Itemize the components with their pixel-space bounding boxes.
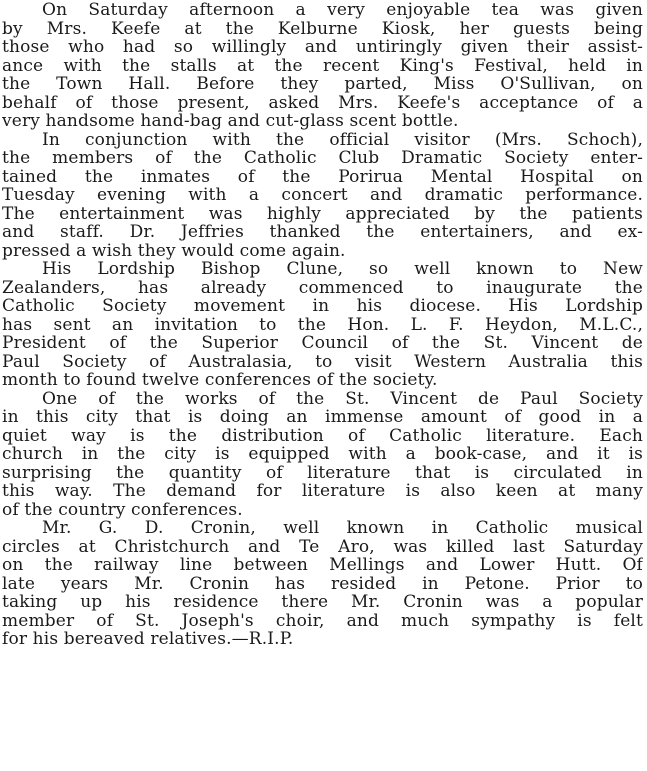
- paragraph-st-vincent-de-paul: [2, 390, 643, 520]
- text-line: the members of the Catholic Club Dramatic Society enter-: [2, 149, 643, 168]
- text-line: Tuesday evening with a concert and dramatic performance.: [2, 186, 643, 205]
- text-line: Paul Society of Australasia, to visit Western Australia this: [2, 352, 643, 371]
- text-line: President of the Superior Council of the St. Vincent de: [2, 334, 643, 353]
- text-line: late years Mr. Cronin has resided in Petone. Prior to: [2, 574, 643, 593]
- text-line: those who had so willingly and untiringly given their assist-: [2, 38, 643, 57]
- text-line: ance with the stalls at the recent King's Festival, held in: [2, 56, 643, 75]
- text-line: for his bereaved relatives.—R.I.P.: [2, 630, 294, 649]
- paragraph-tea-kelburne-kiosk: [2, 1, 643, 131]
- text-line: Mr. G. D. Cronin, well known in Catholic musical: [42, 519, 643, 538]
- text-line: has sent an invitation to the Hon. L. F. Heydon, M.L.C.,: [2, 315, 643, 334]
- text-line: on the railway line between Mellings and Lower Hutt. Of: [2, 556, 643, 575]
- text-line: taking up his residence there Mr. Cronin was a popular: [2, 593, 643, 612]
- paragraph-bishop-clune: [2, 260, 643, 390]
- text-line: this way. The demand for literature is also keen at many: [2, 482, 643, 501]
- text-line: Catholic Society movement in his diocese. His Lordship: [2, 297, 643, 316]
- text-line: tained the inmates of the Porirua Mental Hospital on: [2, 167, 643, 186]
- text-line: the Town Hall. Before they parted, Miss O'Sullivan, on: [2, 75, 643, 94]
- text-line: On Saturday afternoon a very enjoyable tea was given: [42, 1, 643, 20]
- text-line: member of St. Joseph's choir, and much sympathy is felt: [2, 611, 643, 630]
- text-line: in this city that is doing an immense amount of good in a: [2, 408, 643, 427]
- text-line: church in the city is equipped with a book-case, and it is: [2, 445, 643, 464]
- text-line: One of the works of the St. Vincent de Paul Society: [42, 389, 643, 408]
- text-line: behalf of those present, asked Mrs. Keefe's acceptance of a: [2, 93, 643, 112]
- text-line: by Mrs. Keefe at the Kelburne Kiosk, her guests being: [2, 19, 643, 38]
- text-line: quiet way is the distribution of Catholic literature. Each: [2, 426, 643, 445]
- paragraph-porirua-hospital: [2, 131, 643, 261]
- paragraph-cronin-obituary: [2, 519, 643, 649]
- text-line: surprising the quantity of literature that is circulated in: [2, 463, 643, 482]
- text-line: In conjunction with the official visitor (Mrs. Schoch),: [42, 130, 643, 149]
- text-line: His Lordship Bishop Clune, so well known to New: [42, 260, 643, 279]
- text-line: circles at Christchurch and Te Aro, was killed last Saturday: [2, 537, 643, 556]
- text-line: very handsome hand-bag and cut-glass scent bottle.: [2, 112, 459, 131]
- text-line: pressed a wish they would come again.: [2, 241, 346, 260]
- text-line: of the country conferences.: [2, 500, 243, 519]
- text-line: The entertainment was highly appreciated by the patients: [2, 204, 643, 223]
- text-line: month to found twelve conferences of the society.: [2, 371, 438, 390]
- text-line: and staff. Dr. Jeffries thanked the entertainers, and ex-: [2, 223, 643, 242]
- text-line: Zealanders, has already commenced to inaugurate the: [2, 278, 643, 297]
